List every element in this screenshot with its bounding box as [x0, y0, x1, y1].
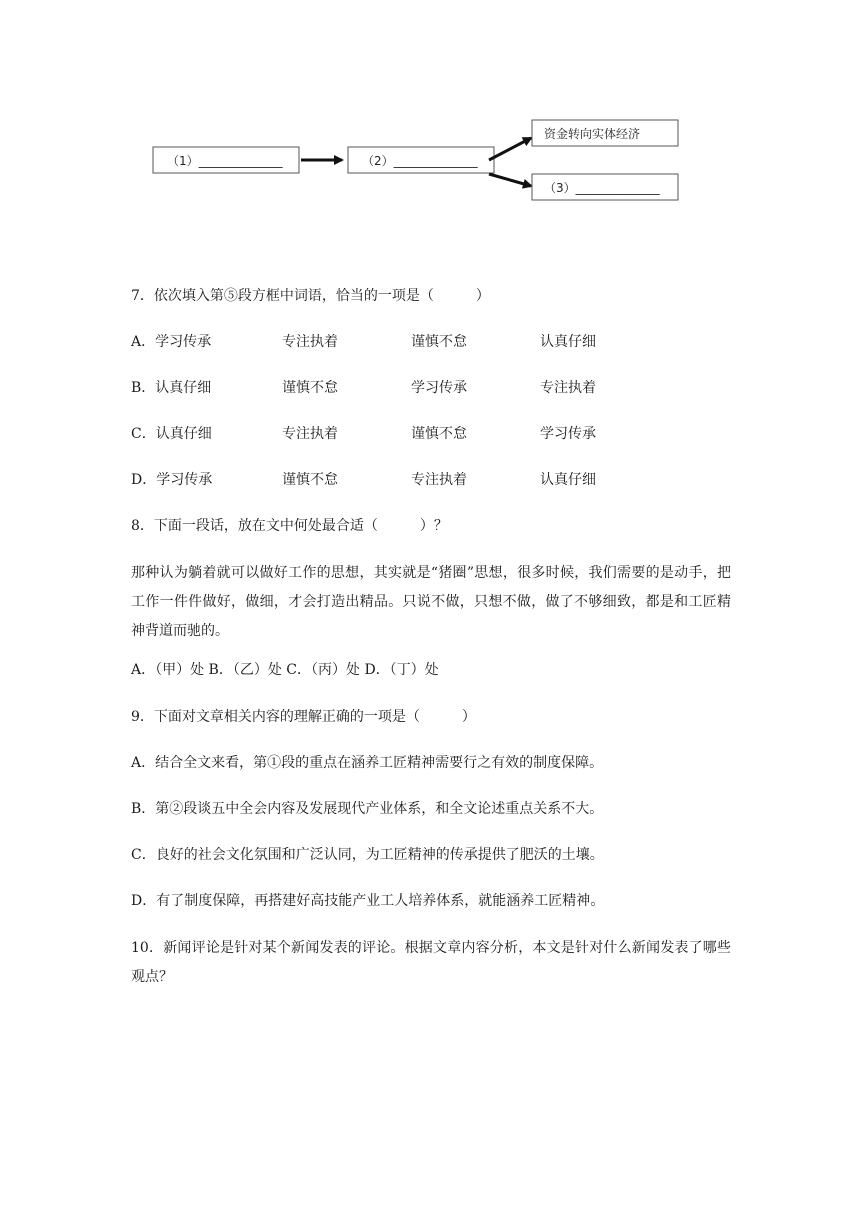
q7-option-a-label: A．学习传承 — [131, 334, 212, 350]
q7-option-d-word3: 专注执着 — [411, 472, 467, 488]
diagram-arrow-3 — [489, 174, 531, 186]
q7-option-c-word3: 谨慎不怠 — [411, 426, 467, 442]
q7-option-b-word2: 谨慎不怠 — [282, 380, 338, 396]
q8-passage: 那种认为躺着就可以做好工作的思想，其实就是“猪圈”思想，很多时候，我们需要的是动手，把工作一件件做好，做细，才会打造出精品。只说不做，只想不做，做了不够细致，都是和工匠精神背道而驰的。 — [131, 565, 731, 639]
q10-stem: 10．新闻评论是针对某个新闻发表的评论。根据文章内容分析，本文是针对什么新闻发表了哪些观点？ — [131, 940, 731, 985]
q9-option-d[interactable]: D．有了制度保障，再搭建好高技能产业工人培养体系，就能涵养工匠精神。 — [131, 893, 605, 909]
q9-stem: 9．下面对文章相关内容的理解正确的一项是（ ） — [131, 709, 476, 725]
q7-option-b-word4: 专注执着 — [540, 380, 596, 396]
diagram-box-3-text: （3）______________ — [544, 181, 660, 195]
q7-option-d-label: D．学习传承 — [131, 472, 213, 488]
q7-stem: 7．依次填入第⑤段方框中词语，恰当的一项是（ ） — [131, 288, 490, 304]
q7-option-b-word3: 学习传承 — [411, 380, 467, 396]
q7-option-d-word4: 认真仔细 — [540, 472, 596, 488]
q7-option-a-word3: 谨慎不怠 — [411, 334, 467, 350]
diagram-box-top-text: 资金转向实体经济 — [544, 127, 641, 141]
flow-diagram — [0, 0, 860, 260]
q7-option-d-word2: 谨慎不怠 — [282, 472, 338, 488]
q7-option-c-word2: 专注执着 — [282, 426, 338, 442]
q9-option-c[interactable]: C．良好的社会文化氛围和广泛认同，为工匠精神的传承提供了肥沃的土壤。 — [131, 847, 604, 863]
q9-option-b[interactable]: B．第②段谈五中全会内容及发展现代产业体系，和全文论述重点关系不大。 — [131, 801, 604, 817]
q7-option-a-word4: 认真仔细 — [540, 334, 596, 350]
q9-option-a[interactable]: A．结合全文来看，第①段的重点在涵养工匠精神需要行之有效的制度保障。 — [131, 755, 604, 771]
q8-options[interactable]: A．（甲）处 B．（乙）处 C．（丙）处 D．（丁）处 — [131, 662, 439, 678]
q7-option-c-word4: 学习传承 — [540, 426, 596, 442]
diagram-arrow-2 — [489, 138, 531, 160]
q7-option-a-word2: 专注执着 — [282, 334, 338, 350]
diagram-box-1-text: （1）______________ — [167, 154, 283, 168]
diagram-box-2-text: （2）______________ — [362, 154, 478, 168]
q7-option-b-label: B．认真仔细 — [131, 380, 212, 396]
q8-stem: 8．下面一段话，放在文中何处最合适（ ）？ — [131, 518, 448, 534]
q7-option-c-label: C．认真仔细 — [131, 426, 212, 442]
